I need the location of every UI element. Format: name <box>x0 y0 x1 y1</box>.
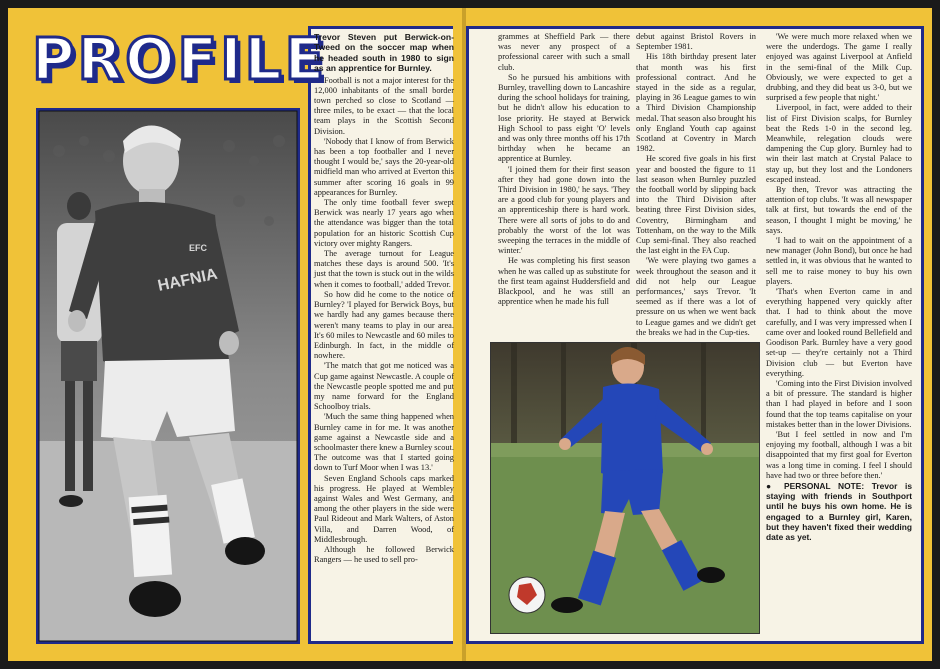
paragraph: Seven England Schools caps marked his progress. He played at Wembley against Wales and West Germany, and among the other players in the side were Paul Rideout and Mark Walters, of Aston Villa, and Darren Wood, of Middlesbrough. <box>314 473 454 544</box>
main-photo-illustration <box>39 111 297 641</box>
paragraph: His 18th birthday present later that month was his first professional contract. And he stayed in the side as a regular, playing in 36 League games to win a Third Division Championship medal. That season also brought his only England Youth cap against Scotland at Coventry in March 1982. <box>636 52 756 154</box>
paragraph: 'Much the same thing happened when Burnley came in for me. It was another game against a Newcastle side and a schoolmaster there knew a Burnley scout. The outcome was that I started going down to Turf Moor when I was 13.' <box>314 412 455 473</box>
paragraph: By then, Trevor was attracting the attention of top clubs. 'It was all newspaper talk at first, but towards the end of the season, I thought I might be moving,' he says. <box>766 185 912 235</box>
paragraph: 'We were much more relaxed when we were the underdogs. The game I really enjoyed was against Liverpool at Anfield in the semi-final of the Milk Cup. Obviously, we were expected to get a drubbing, and they did beat us 3-0, but we surprised a few people that night.' <box>766 32 912 103</box>
article-lead: Trevor Steven put Berwick-on-Tweed on the soccer map when he headed south in 1980 to sign as an apprentice for Burnley. <box>314 32 454 74</box>
inset-photo-illustration <box>491 343 759 633</box>
article-column-1 <box>314 32 454 637</box>
paragraph: So he pursued his ambitions with Burnley, travelling down to Lancashire during the school holidays for training, but he didn't allow his education to lose priority. He stayed at Berwick High School to pass eight 'O' levels and was only three months off his 17th birthday when he became an apprentice at Burnley. <box>498 72 630 164</box>
article-column-4 <box>766 32 912 632</box>
paragraph: grammes at Sheffield Park — there was never any prospect of a professional career with such a small club. <box>498 32 630 72</box>
page-title: PROFILE <box>32 25 328 93</box>
paragraph: 'I had to wait on the appointment of a new manager (John Bond), but once he had settled in, it was obvious that he wanted to sell me to raise money to buy his own players. <box>766 236 912 286</box>
paragraph: 'The match that got me noticed was a Cup game against Newcastle. A couple of the Newcastle people spotted me and put my name forward for the England Schoolboy trials. <box>314 361 454 412</box>
shirt-badge-text: EFC <box>189 243 207 253</box>
paragraph: 'Coming into the First Division involved a bit of pressure. The standard is higher than I had played in before and I soon found that the top teams capitalise on your mistakes better than in the lower Divisions. <box>766 378 912 429</box>
paragraph: 'But I feel settled in now and I'm enjoying my football, although I was a bit disappointed that my first goal for Everton was a long time in coming. I feel I should have had two or three before then.' <box>766 429 912 480</box>
paragraph: So how did he come to the notice of Burnley? 'I played for Berwick Boys, but we hardly had any games because there weren't many teams to play in our area. It's 60 miles to Newcastle and 60 miles to Edinburgh. In fact, in the middle of nowhere. <box>314 289 454 361</box>
shirt-sponsor-text: HAFNIA <box>156 265 219 295</box>
paragraph: Football is not a major interest for the 12,000 inhabitants of the small border town perched so close to Scotland — three miles, to be exact — that the local team plays in the Scottish Second Division. <box>314 75 454 136</box>
paragraph: 'I joined them for their first season after they had gone down into the Third Division in 1980,' he says. 'They are a good club for young players and an apprenticeship there is hard work. There were all sorts of jobs to do and probably the worst of the lot was sweeping the terraces in the middle of winter.' <box>498 164 630 256</box>
paragraph: He was completing his first season when he was called up as substitute for the first team against Huddersfield and Blackpool, and he was still an apprentice when he made his full <box>498 256 630 307</box>
paragraph: Liverpool, in fact, were added to their list of First Division scalps, for Burnley beat the Reds 1-0 in the second leg. Meanwhile, relegation clouds were dampening the Cup glory. Burnley had to win their last match at Crystal Palace to stay up, but they lost and the Londoners escaped instead. <box>766 103 912 184</box>
paragraph: 'That's when Everton came in and everything happened very quickly after that. I had to think about the move carefully, and I was very impressed when I came over and looked round Bellefield and Goodison Park. Burnley have a very good set-up — they're certainly not a Third Division club — but Everton have everything. <box>766 287 912 378</box>
article-column-3 <box>636 32 756 337</box>
paragraph: debut against Bristol Rovers in September 1981. <box>636 32 756 52</box>
article-column-2 <box>498 32 630 332</box>
inset-player-photo <box>490 342 760 634</box>
paragraph: 'We were playing two games a week throughout the season and it did not help our League performances,' says Trevor. 'It seemed as if there was a lot of pressure on us when we went back to League games and we didn't get the breaks we had in the Cup-ties. <box>636 256 756 337</box>
personal-note: ● PERSONAL NOTE: Trevor is staying with friends in Southport until he buys his own home. He is engaged to a Burnley girl, Karen, but they haven't fixed their wedding date as yet. <box>766 480 912 542</box>
paragraph: He scored five goals in his first year and boosted the figure to 11 last season when Burnley puzzled the football world by slipping back into the Third Division after beating three First Division sides, Coventry, Birmingham and Tottenham, on the way to the Milk Cup semi-final. They also reached the last eight in the FA Cup. <box>636 154 756 256</box>
paragraph: The only time football fever swept Berwick was nearly 17 years ago when the attendance was bigger than the total population for an historic Scottish Cup victory over mighty Rangers. <box>314 198 454 248</box>
paragraph: Although he followed Berwick Rangers — he used to sell pro- <box>314 544 454 565</box>
paragraph: 'Nobody that I know of from Berwick has been a top footballer and I never thought I would be,' says the 20-year-old midfield man who arrived at Everton this summer after scoring 16 goals in 99 appearances for Burnley. <box>314 136 454 197</box>
paragraph: The average turnout for League matches these days is around 500. 'It's just that the town is stuck out in the wilds when it comes to football,' added Trevor. <box>314 249 454 289</box>
main-player-photo <box>36 108 300 644</box>
